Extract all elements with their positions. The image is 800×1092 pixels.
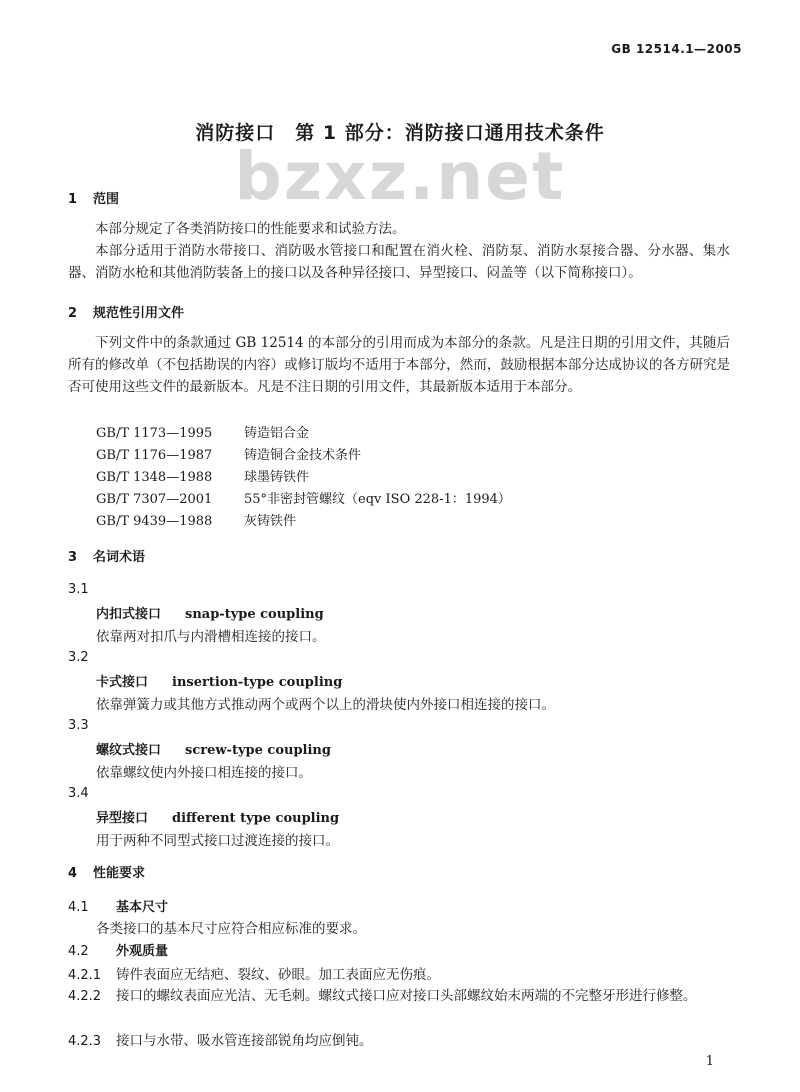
reference-title: 铸造铝合金 (244, 426, 310, 441)
term-heading (96, 807, 339, 826)
term-en: insertion-type coupling (172, 675, 343, 690)
clause-number: 4.2.1 (68, 968, 102, 983)
section-title: 规范性引用文件 (93, 306, 185, 321)
clause-text: 接口与水带、吸水管连接部锐角均应倒钝。 (116, 1033, 373, 1049)
reference-title: 灰铸铁件 (244, 514, 297, 529)
term-heading (96, 739, 331, 758)
term-number: 3.3 (68, 718, 89, 733)
term-en: snap-type coupling (185, 607, 324, 622)
standard-number: GB 12514.1—2005 (611, 42, 742, 56)
section-title: 名词术语 (93, 550, 146, 565)
reference-code: GB/T 9439—1988 (96, 514, 213, 529)
clause-number: 4.1 (68, 900, 89, 915)
term-zh: 内扣式接口 (96, 607, 162, 622)
section-title: 性能要求 (93, 866, 146, 881)
clause-text: 铸件表面应无结疤、裂纹、砂眼。加工表面应无伤痕。 (116, 967, 440, 983)
term-en: screw-type coupling (185, 743, 331, 758)
clause-4-2-2 (68, 985, 730, 1008)
section-number: 1 (68, 192, 78, 207)
clause-number: 4.2.2 (68, 989, 102, 1004)
reference-title: 55°非密封管螺纹（eqv ISO 228-1：1994） (244, 492, 511, 507)
paragraph: 本部分规定了各类消防接口的性能要求和试验方法。 (95, 221, 406, 237)
reference-title: 铸造铜合金技术条件 (244, 448, 362, 463)
term-en: different type coupling (172, 811, 340, 826)
clause-number: 4.2.3 (68, 1034, 102, 1049)
clause-4-2-3 (68, 1029, 373, 1049)
term-heading (96, 603, 324, 622)
page-number: 1 (705, 1054, 714, 1069)
reference-item (96, 468, 309, 488)
paragraph: 下列文件中的条款通过 GB 12514 的本部分的引用而成为本部分的条款。凡是注日期的引用文件，其随后所有的修改单（不包括勘误的内容）或修订版均不适用于本部分，然而，鼓励根据本部分达成协议的各方研究是否可使用这些文件的最新版本。凡是不注日期的引用文件，其最新版本适用于本部分。 (68, 335, 730, 395)
term-zh: 卡式接口 (96, 675, 149, 690)
clause-title: 基本尺寸 (116, 900, 169, 915)
reference-code: GB/T 1176—1987 (96, 448, 213, 463)
watermark: bzxz.net (234, 138, 566, 215)
section-number: 3 (68, 550, 78, 565)
reference-item (96, 512, 296, 532)
clause-number: 4.2 (68, 944, 89, 959)
section-number: 2 (68, 306, 78, 321)
reference-item (96, 424, 309, 444)
paragraph: 本部分适用于消防水带接口、消防吸水管接口和配置在消火栓、消防泵、消防水泵接合器、分水器、集水器、消防水枪和其他消防装备上的接口以及各种异径接口、异型接口、闷盖等（以下简称接口）。 (68, 243, 730, 281)
reference-title: 球墨铸铁件 (244, 470, 310, 485)
reference-code: GB/T 7307—2001 (96, 492, 213, 507)
clause-title: 外观质量 (116, 944, 169, 959)
reference-item (96, 446, 361, 466)
reference-code: GB/T 1348—1988 (96, 470, 213, 485)
clause-text: 各类接口的基本尺寸应符合相应标准的要求。 (96, 921, 366, 937)
term-zh: 异型接口 (96, 811, 149, 826)
clause-4-2-1 (68, 963, 440, 983)
reference-code: GB/T 1173—1995 (96, 426, 213, 441)
reference-item (96, 490, 511, 510)
term-number: 3.1 (68, 582, 89, 597)
section-title: 范围 (93, 192, 120, 207)
section-number: 4 (68, 866, 78, 881)
clause-4-2 (68, 940, 168, 959)
document-title: 消防接口 第 1 部分：消防接口通用技术条件 (195, 122, 605, 144)
term-definition: 用于两种不同型式接口过渡连接的接口。 (96, 833, 339, 849)
term-definition: 依靠两对扣爪与内滑槽相连接的接口。 (96, 629, 326, 645)
term-heading (96, 671, 342, 690)
term-definition: 依靠螺纹使内外接口相连接的接口。 (96, 765, 312, 781)
term-definition: 依靠弹簧力或其他方式推动两个或两个以上的滑块使内外接口相连接的接口。 (96, 697, 555, 713)
clause-text: 接口的螺纹表面应光洁、无毛刺。螺纹式接口应对接口头部螺纹始末两端的不完整牙形进行修整。 (116, 988, 697, 1004)
term-number: 3.2 (68, 650, 89, 665)
term-number: 3.4 (68, 786, 89, 801)
term-zh: 螺纹式接口 (96, 743, 162, 758)
clause-4-1 (68, 896, 168, 915)
